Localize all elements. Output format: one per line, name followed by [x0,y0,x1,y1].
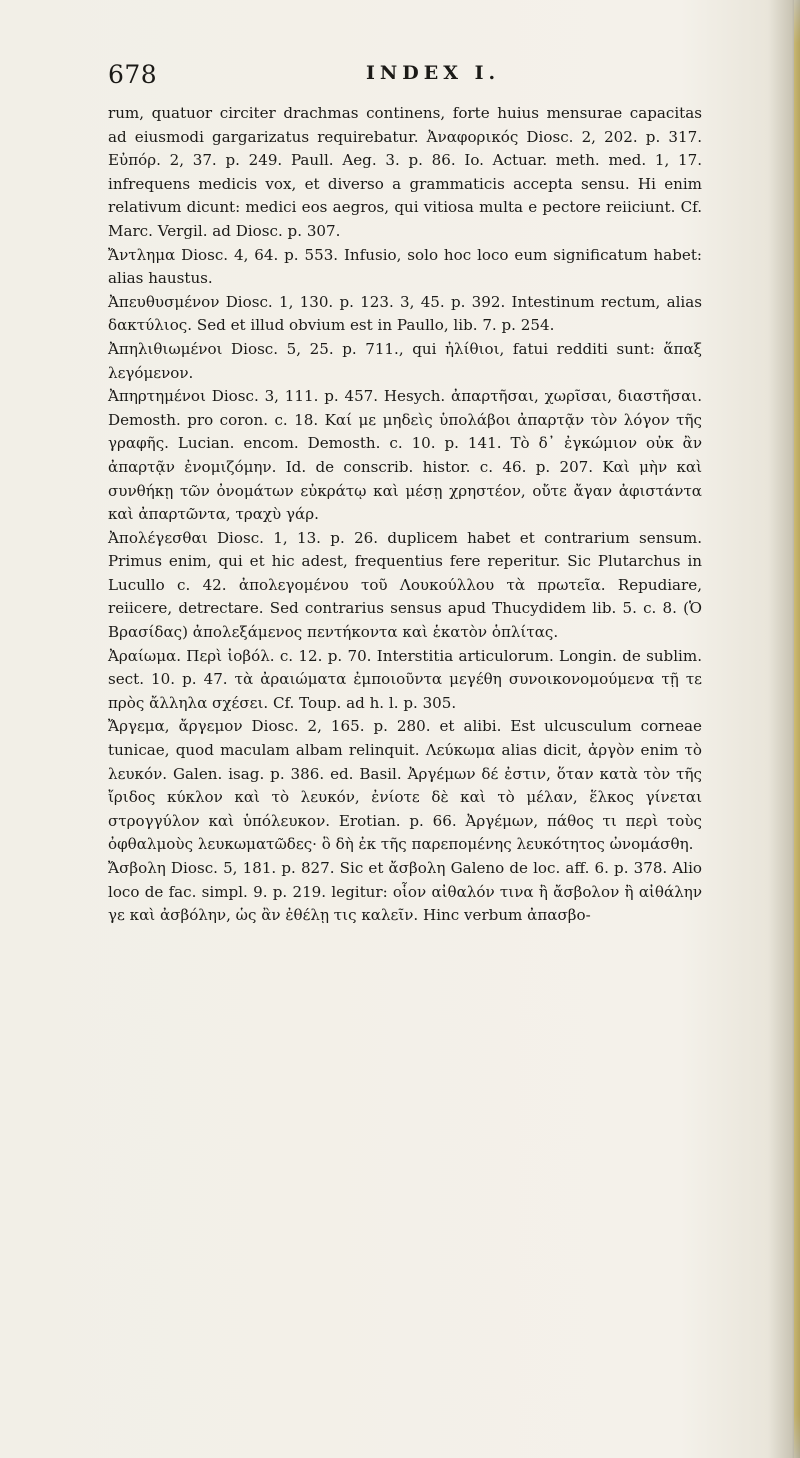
entry-argema: Ἄργεμα, ἄργεμον Diosc. 2, 165. p. 280. et alibi. Est ulcusculum corneae tunicae, quod maculam albam relinquit. Λεύκωμα alias dicit, ἀργὸν enim τὸ λευκόν. Galen. isag. p. 386. ed. Basil. Ἀργέμων δέ ἐστιν, ὅταν κατὰ τὸν τῆς ἴριδος κύκλον καὶ τὸ λευκόν, ἐνίοτε δὲ καὶ τὸ μέλαν, ἕλκος γίνεται στρογγύλον καὶ ὑπόλευκον. Erotian. p. 66. Ἀργέμων, πάθος τι περὶ τοὺς ὀφθαλμοὺς λευκωματῶδες· ὃ δὴ ἐκ τῆς παρεπομένης λευκότητος ὠνομάσθη. [108,717,702,854]
entry-apeuthysmenon: Ἀπευθυσμένον Diosc. 1, 130. p. 123. 3, 45. p. 392. Intestinum rectum, alias δακτύλιος. Sed et illud obvium est in Paullo, lib. 7. p. 254. [108,292,702,335]
paragraph-continuation: rum, quatuor circiter drachmas continens, forte huius mensurae capacitas ad eiusmodi gargarizatus requirebatur. Ἀναφορικός Diosc. 2, 202. p. 317. Εὐπόρ. 2, 37. p. 249. Paull. Aeg. 3. p. 86. Io. Actuar. meth. med. 1, 17. infrequens medicis vox, et diverso a grammaticis accepta sensu. Hi enim relativum dicunt: medici eos aegros, qui vitiosa multa e pectore reiiciunt. Cf. Marc. Vergil. ad Diosc. p. 307. [108,104,702,240]
entry-apertemenoi: Ἀπηρτημένοι Diosc. 3, 111. p. 457. Hesych. ἀπαρτῆσαι, χωρῖσαι, διαστῆσαι. Demosth. pro coron. c. 18. Καί με μηδεὶς ὑπολάβοι ἀπαρτᾷν τὸν λόγον τῆς γραφῆς. Lucian. encom. Demosth. c. 10. p. 141. Τὸ δ᾽ ἐγκώμιον οὐκ ἂν ἀπαρτᾷν ἐνομιζόμην. Id. de conscrib. histor. c. 46. p. 207. Καὶ μὴν καὶ συνθήκῃ τῶν ὀνομάτων εὐκράτῳ καὶ μέσῃ χρηστέον, οὔτε ἄγαν ἀφιστάντα καὶ ἀπαρτῶντα, τραχὺ γάρ. [108,387,702,524]
entry-antlema: Ἄντλημα Diosc. 4, 64. p. 553. Infusio, solo hoc loco eum significatum habet: alias haustus. [108,245,702,288]
index-body [108,102,702,928]
entry-apelithiomenoi: Ἀπηλιθιωμένοι Diosc. 5, 25. p. 711., qui ἠλίθιοι, fatui redditi sunt: ἅπαξ λεγόμενον. [108,339,702,382]
running-head: INDEX I. [366,62,501,84]
page-header [108,60,708,90]
page-edge [794,0,800,1458]
page-number: 678 [108,60,158,89]
entry-asbole: Ἄσβολη Diosc. 5, 181. p. 827. Sic et ἄσβολη Galeno de loc. aff. 6. p. 378. Alio loco de fac. simpl. 9. p. 219. legitur: οἷον αἰθαλόν τινα ἢ ἄσβολον ἢ αἰθάλην γε καὶ ἀσβόλην, ὡς ἂν ἐθέλῃ τις καλεῖν. Hinc verbum ἀπασβο- [108,859,702,925]
entry-apolegesthai: Ἀπολέγεσθαι Diosc. 1, 13. p. 26. duplicem habet et contrarium sensum. Primus enim, qui et hic adest, frequentius fere reperitur. Sic Plutarchus in Lucullo c. 42. ἀπολεγομένου τοῦ Λουκούλλου τὰ πρωτεῖα. Repudiare, reiicere, detrectare. Sed contrarius sensus apud Thucydidem lib. 5. c. 8. (Ὁ Βρασίδας) ἀπολεξάμενος πεντήκοντα καὶ ἑκατὸν ὁπλίτας. [108,528,702,642]
entry-araioma: Ἀραίωμα. Περὶ ἰοβόλ. c. 12. p. 70. Interstitia articulorum. Longin. de sublim. sect. 10. p. 47. τὰ ἀραιώματα ἐμποιοῦντα μεγέθη συνοικονομούμενα τῇ τε πρὸς ἄλληλα σχέσει. Cf. Toup. ad h. l. p. 305. [108,646,702,712]
